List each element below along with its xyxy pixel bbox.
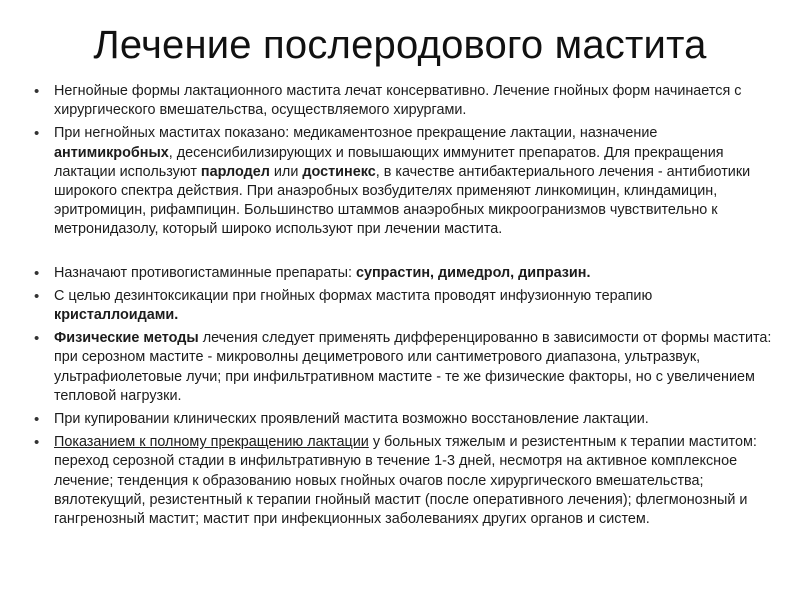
underlined-term-indication: Показанием к полному прекращению лактации: [54, 434, 369, 451]
bullet-text: Негнойные формы лактационного мастита лечат консервативно. Лечение гнойных форм начинается с хирургического вмешательства, осуществляемого хирургами.: [54, 83, 742, 119]
bullet-text: , в качестве антибактериального лечения - антибиотики широкого спектра действия. При анаэробных возбудителях применяют линкомицин, клиндамицин, эритромицин, рифампицин. Большинство штаммов анаэробных микроогранизмов чувствительно к метронидазолу, который широко используют при лечении мастита.: [54, 163, 751, 238]
bullet-text: При купировании клинических проявлений мастита возможно восстановление лактации.: [54, 411, 649, 428]
bullet-text: При негнойных маститах показано: медикаментозное прекращение лактации, назначение: [54, 125, 658, 142]
bullet-physical-methods: [32, 329, 772, 406]
bullet-list: [32, 82, 772, 529]
slide-title: Лечение послеродового мастита: [93, 23, 707, 67]
bullet-lactation-stop-indications: [32, 433, 772, 529]
bullet-text: или: [269, 163, 303, 180]
bullet-text: лечения следует применять дифференцированно в зависимости от формы мастита: при серозном мастите - микроволны дециметрового или сантиметрового диапазона, ультразвук, ультрафиолетовые лучи; при инфильтративном мастите - те же физические факторы, но с увеличением тепловой нагрузки.: [54, 330, 772, 404]
bullet-detoxification: [32, 287, 772, 325]
bold-term-physical-methods: Физические методы: [54, 330, 199, 347]
bold-term-crystalloids: кристаллоидами.: [54, 307, 179, 324]
bullet-text: у больных тяжелым и резистентным к терапии маститом: переход серозной стадии в инфильтративную в течение 1-3 дней, несмотря на активное комплексное лечение; тенденция к образованию новых гнойных очагов после хирургического вмешательства; вялотекущий, резистентный к терапии гнойный мастит (после оперативного лечения); флегмонозный и гангренозный мастит; мастит при инфекционных заболеваниях других органов и систем.: [54, 434, 757, 528]
bullet-conservative-treatment: [32, 82, 772, 120]
bold-term-dostinex: достинекс: [302, 163, 376, 180]
bold-term-parlodel: парлодел: [200, 163, 270, 180]
bullet-non-purulent-therapy: [32, 124, 772, 239]
bullet-text: С целью дезинтоксикации при гнойных формах мастита проводят инфузионную терапию: [54, 287, 653, 304]
bullet-text: , десенсибилизирующих и повышающих иммунитет препаратов. Для прекращения лактации используют: [54, 144, 724, 180]
bold-term-antimicrobial: антимикробных: [54, 144, 169, 161]
bold-term-antihistamine-drugs: супрастин, димедрол, дипразин.: [355, 264, 591, 281]
bullet-lactation-recovery: [32, 410, 772, 429]
bullet-text: Назначают противогистаминные препараты:: [54, 264, 356, 281]
bullet-antihistamines: [32, 264, 772, 283]
